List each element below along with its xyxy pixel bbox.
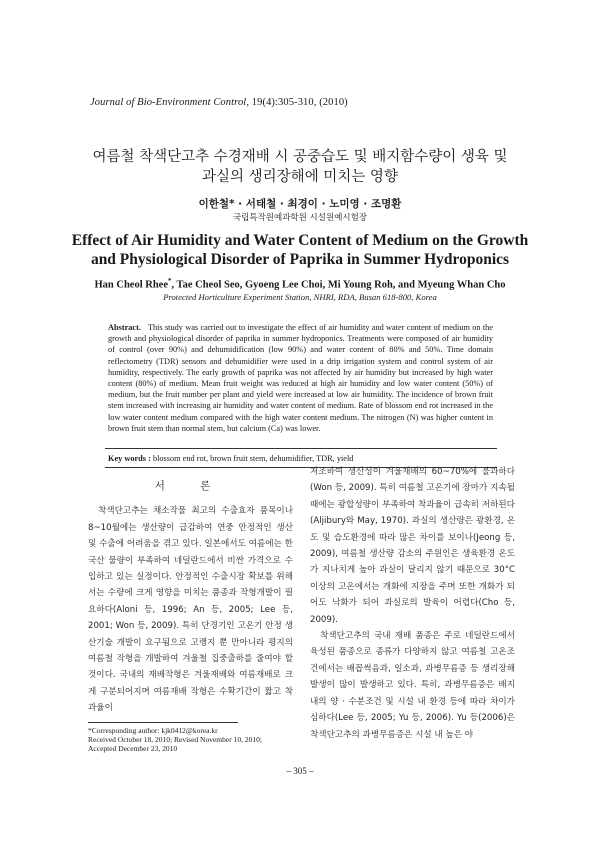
korean-title <box>60 147 540 187</box>
keywords <box>108 454 493 463</box>
english-authors <box>60 277 540 291</box>
keywords-top-rule <box>105 448 497 449</box>
keywords-text: blossom end rot, brown fruit stem, dehumidifier, TDR, yield <box>150 454 354 463</box>
right-paragraph-1: 저조하여 생산성이 겨울재배의 60~70%에 불과하다(Won 등, 2009). 특히 여름철 고온기에 장마가 지속될 때에는 광합성량이 부족하여 착과율이 급속히 저하된다(Aljibury와 May, 1970). 과실의 생산량은 광환경, 온도 및 습도환경에 따라 많은 차이를 보이나(Jeong 등, 2009), 여름철 생산량 감소의 주원인은 생육환경 온도가 지나치게 높아 과실이 달리지 않기 때문으로 30°C 이상의 고온에서는 개화에 지장을 주며 또한 개화가 되어도 낙화가 되어 과실로의 발육이 어렵다(Cho 등, 2009). <box>310 467 515 625</box>
journal-volume: 19(4):305-310, (2010) <box>251 97 348 108</box>
abstract-label: Abstract. <box>108 323 141 332</box>
korean-affiliation: 국립특작원예과학원 시설원예시험장 <box>232 213 368 223</box>
left-paragraph: 착색단고추는 채소작물 최고의 수출효자 품목이나 8~10월에는 생산량이 급감하여 연중 안정적인 생산 및 수출에 어려움을 겪고 있다. 일본에서도 여름에는 한국산 물량이 부족하여 네덜란드에서 비싼 가격으로 수입하고 있는 실정이다. 안정적인 수출시장 확보를 위해서는 수량에 크게 영향을 미치는 품종과 작형개발이 필요하다(Aloni 등, 1996; An 등, 2005; Lee 등, 2001; Won 등, 2009). 특히 단경기인 고온기 안정 생산기술 개발이 요구됨으로 고랭지 뿐 만아니라 평지의 여름철 작형을 개발하여 겨울철 집중출하를 줄여야 할 것이다. 국내의 재배작형은 겨울재배와 여름재배로 크게 구분되어지며 여름재배 작형은 수확기간이 짧고 착과율이 <box>88 506 293 714</box>
korean-title-line2: 과실의 생리장해에 미치는 영향 <box>202 169 398 185</box>
english-title-line1: Effect of Air Humidity and Water Content of Medium on the Growth <box>71 232 529 249</box>
footnote <box>88 726 262 754</box>
page-number: – 305 – <box>286 766 314 776</box>
right-column <box>310 464 515 743</box>
english-title <box>60 232 540 269</box>
footnote-rule <box>88 722 238 723</box>
corresponding-mark: * <box>167 277 172 285</box>
english-affiliation: Protected Horticulture Experiment Station, NHRI, RDA, Busan 618-800, Korea <box>163 292 437 302</box>
footnote-corresponding: *Corresponding author: kjk0412@korea.kr <box>88 726 218 735</box>
abstract-text: This study was carried out to investigate the effect of air humidity and water content of medium on the growth and physiological disorder of paprika in summer hydroponics. Treatments were composed of air humidity of control (over 90%) and dehumidification (low 90%) and water content of 80% and 50%. Time domain reflectometry (TDR) sensors and dehumidifier were used in a drip irrigation system and control system of air humidity, respectively. The early growth of paprika was not affected by air humidity but increased by high water content (80%) of medium. Mean fruit weight was reduced at high air humidity and low water content (50%) of medium, but the fruit number per plant and yield were increased at low air humidity. The incidence of brown fruit stem increased with increasing air humidity and water content of medium. Rate of blossom end rot increased in the low water content medium compared with the high water content medium. The nitrogen (N) was higher content in brown fruit stem than normal stem, but calcium (Ca) was lower. <box>108 323 493 433</box>
journal-citation <box>90 97 348 108</box>
other-authors: , Tae Cheol Seo, Gyoeng Lee Choi, Mi Young Roh, and Myeung Whan Cho <box>171 279 506 291</box>
right-paragraph-2: 착색단고추의 국내 재배 품종은 주로 네덜란드에서 육성된 품종으로 종류가 다양하지 않고 여름철 고온조건에서는 배꼽썩음과, 일소과, 과병무름증 등 생리장해 발생이 많이 발생하고 있다. 특히, 과병무름증은 배지 내의 양 · 수분조건 및 시설 내 환경 등에 따라 차이가 심하다(Lee 등, 2005; Yu 등, 2006). Yu 등(2006)은 착색단고추의 과병무름증은 시설 내 높은 야 <box>310 631 515 740</box>
left-column <box>88 474 293 717</box>
footnote-received: Received October 18, 2010; Revised November 10, 2010; <box>88 735 262 745</box>
footnote-accepted: Accepted December 23, 2010 <box>88 744 178 754</box>
korean-authors: 이한철* · 서태철 · 최경이 · 노미영 · 조명환 <box>198 198 402 210</box>
journal-name: Journal of Bio-Environment Control, <box>90 97 250 108</box>
section-heading-introduction: 서 론 <box>154 480 227 492</box>
abstract <box>108 322 493 434</box>
english-title-line2: and Physiological Disorder of Paprika in Summer Hydroponics <box>90 250 510 268</box>
keywords-label: Key words : <box>108 454 151 463</box>
korean-title-line1: 여름철 착색단고추 수경재배 시 공중습도 및 배지함수량이 생육 및 <box>92 149 508 165</box>
first-author: Han Cheol Rhee <box>94 279 168 291</box>
